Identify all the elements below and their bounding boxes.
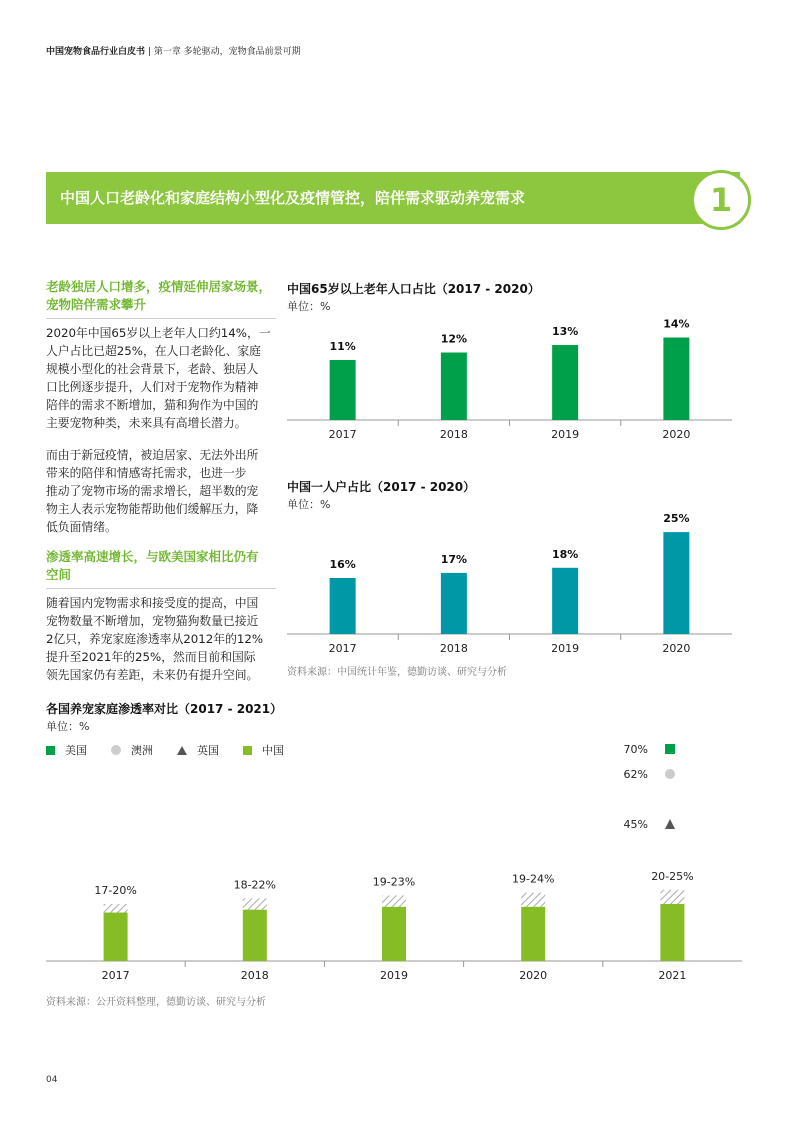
x-tick-label: 2020: [519, 969, 548, 982]
bar-range-upper: [382, 895, 406, 906]
bar: [660, 904, 684, 961]
x-tick-label: 2018: [240, 969, 269, 982]
chart3-title: 各国养宠家庭渗透率对比（2017 - 2021）: [46, 702, 283, 716]
text-line: 带来的陪伴和情感寄托需求，也进一步: [46, 466, 247, 480]
x-tick-label: 2019: [551, 642, 580, 655]
banner-title: 中国人口老龄化和家庭结构小型化及疫情管控，陪伴需求驱动养宠需求: [60, 189, 526, 207]
bar-value-label: 12%: [440, 332, 468, 346]
bar: [330, 578, 356, 634]
legend-label: 澳洲: [131, 744, 153, 757]
bar-value-label: 17%: [440, 552, 468, 566]
triangle-marker: [665, 819, 675, 829]
legend-label: 英国: [197, 744, 219, 757]
bar-range-upper: [660, 890, 684, 904]
text-line: 随着国内宠物需求和接受度的提高，中国: [46, 596, 259, 610]
circle-marker: [665, 769, 675, 779]
bar: [104, 913, 128, 961]
text-line: 物主人表示宠物能帮助他们缓解压力，降: [46, 502, 259, 516]
bar: [663, 338, 689, 421]
chapter-title: 第一章 多轮驱动，宠物食品前景可期: [153, 47, 301, 57]
x-tick-label: 2019: [380, 969, 408, 982]
text-line: 2亿只，养宠家庭渗透率从2012年的12%: [46, 632, 264, 646]
section2-heading: [46, 548, 276, 584]
bar-value-label: 18%: [551, 547, 579, 561]
text-line: 口比例逐步提升，人们对于宠物作为精神: [46, 380, 259, 394]
section1-heading: [46, 278, 276, 314]
chart2-unit: 单位：%: [287, 498, 331, 511]
left-column: [46, 278, 276, 684]
bar-value-label: 19-23%: [372, 875, 416, 889]
bar-range-upper: [104, 904, 128, 913]
text-line: 低负面情绪。: [46, 520, 117, 534]
legend-label: 中国: [262, 744, 284, 757]
x-tick-label: 2020: [662, 642, 691, 655]
bar-value-label: 18-22%: [233, 878, 277, 892]
bar: [441, 353, 467, 421]
x-tick-label: 2017: [328, 642, 357, 655]
bar: [382, 907, 406, 961]
bar-value-label: 13%: [551, 325, 579, 338]
chart1-svg: [287, 310, 737, 446]
section2-paragraph1: [46, 594, 276, 684]
section1-paragraph2: [46, 446, 276, 536]
chart3-source: 资料来源：公开资料整理，德勤访谈、研究与分析: [46, 997, 266, 1008]
bar: [663, 532, 689, 634]
text-line: 主要宠物种类，未来具有高增长潜力。: [46, 416, 247, 430]
x-tick-label: 2017: [328, 428, 357, 441]
section1-paragraph1: [46, 324, 276, 432]
bar: [441, 573, 467, 634]
section2-heading-line1: 渗透率高速增长，与欧美国家相比仍有: [46, 549, 259, 564]
x-tick-label: 2020: [662, 428, 691, 441]
chart3-unit: 单位：%: [46, 720, 90, 733]
section2-heading-line2: 空间: [46, 567, 72, 582]
x-tick-label: 2019: [551, 428, 580, 441]
divider: [46, 318, 276, 319]
text-line: 宠物数量不断增加，宠物猫狗数量已接近: [46, 614, 259, 628]
section1-heading-line2: 宠物陪伴需求攀升: [46, 297, 147, 312]
bar: [243, 910, 267, 961]
reference-value-label: 70%: [623, 743, 648, 756]
reference-value-label: 62%: [623, 768, 648, 781]
bar: [552, 345, 578, 420]
x-tick-label: 2017: [101, 969, 130, 982]
chart1-unit: 单位：%: [287, 300, 331, 313]
running-header: [46, 44, 301, 57]
section1-heading-line1: 老龄独居人口增多，疫情延伸居家场景，: [46, 279, 272, 294]
text-line: 推动了宠物市场的需求增长，超半数的宠: [46, 484, 259, 498]
report-title: 中国宠物食品行业白皮书: [46, 47, 146, 57]
bar-value-label: 20-25%: [651, 869, 694, 883]
x-tick-label: 2018: [439, 428, 468, 441]
bar-value-label: 14%: [663, 317, 690, 331]
bar-value-label: 16%: [329, 558, 356, 571]
divider: [46, 588, 276, 589]
bar-range-upper: [521, 893, 545, 907]
legend-label: 美国: [65, 744, 87, 757]
bar: [330, 360, 356, 420]
text-line: 而由于新冠疫情，被迫居家、无法外出所: [46, 448, 259, 462]
bar-value-label: 17-20%: [94, 884, 137, 897]
bar: [521, 907, 545, 961]
header-separator: |: [147, 47, 151, 57]
square-marker: [665, 744, 675, 754]
bar-value-label: 25%: [663, 512, 690, 526]
chart2-source: 资料来源：中国统计年鉴，德勤访谈、研究与分析: [287, 667, 507, 678]
text-line: 人户占比已超25%，在人口老龄化、家庭: [46, 344, 261, 358]
page-number: 04: [46, 1075, 58, 1085]
bar: [552, 568, 578, 634]
chart1-title: 中国65岁以上老年人口占比（2017 - 2020）: [287, 282, 540, 296]
text-line: 规模小型化的社会背景下，老龄、独居人: [46, 362, 259, 376]
chart3-svg: [40, 735, 750, 990]
x-tick-label: 2018: [439, 642, 468, 655]
text-line: 领先国家仍有差距，未来仍有提升空间。: [46, 668, 259, 682]
text-line: 提升至2021年的25%，然而目前和国际: [46, 650, 256, 664]
text-line: 陪伴的需求不断增加，猫和狗作为中国的: [46, 398, 259, 412]
bar-value-label: 19-24%: [511, 872, 555, 886]
chart2-svg: [287, 508, 737, 658]
x-tick-label: 2021: [658, 969, 687, 982]
reference-value-label: 45%: [623, 818, 648, 831]
section-number-badge: 1: [691, 170, 751, 230]
bar-value-label: 11%: [329, 340, 356, 353]
bar-range-upper: [243, 898, 267, 909]
chart2-title: 中国一人户占比（2017 - 2020）: [287, 480, 476, 494]
text-line: 2020年中国65岁以上老年人口约14%，一: [46, 326, 271, 340]
